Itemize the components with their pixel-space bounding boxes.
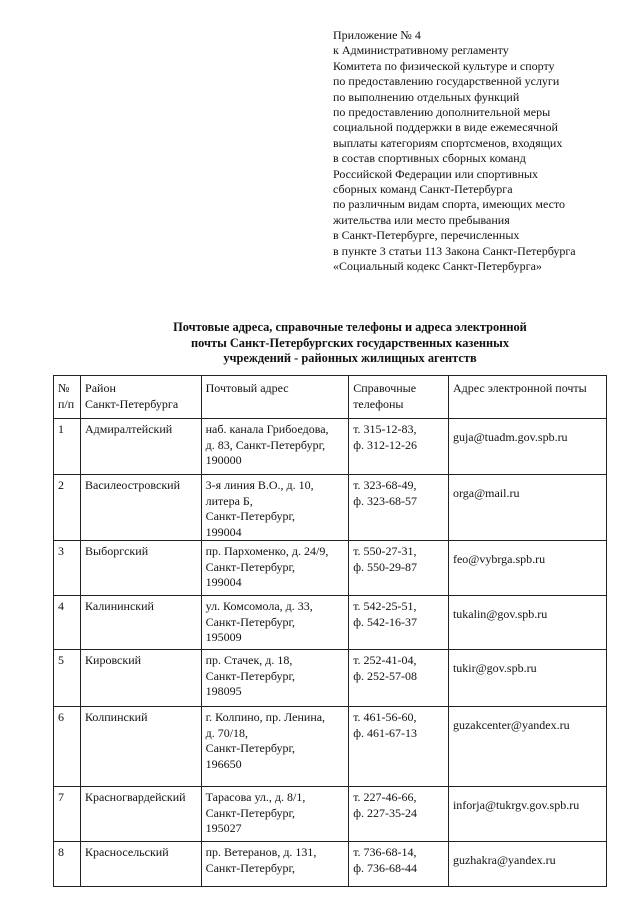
- table-row: [54, 541, 607, 596]
- address-cell: Тарасова ул., д. 8/1, Санкт-Петербург, 195027: [201, 787, 349, 842]
- email-cell: feo@vybrga.spb.ru: [448, 541, 606, 596]
- address-cell: пр. Пархоменко, д. 24/9, Санкт-Петербург, 199004: [201, 541, 349, 596]
- agencies-table: [53, 375, 607, 887]
- district-cell: Василеостровский: [81, 475, 202, 541]
- header-phones: Справочные телефоны: [349, 376, 449, 419]
- appendix-line: Российской Федерации или спортивных: [333, 166, 539, 181]
- title-line: Почтовые адреса, справочные телефоны и адреса электронной: [173, 320, 527, 334]
- appendix-line: сборных команд Санкт-Петербурга: [333, 182, 513, 197]
- phones-cell: т. 323-68-49, ф. 323-68-57: [349, 475, 449, 541]
- table-row: [54, 707, 607, 787]
- row-number: 7: [54, 787, 81, 842]
- phones-cell: т. 542-25-51, ф. 542-16-37: [349, 596, 449, 650]
- header-district: Район Санкт-Петербурга: [81, 376, 202, 419]
- appendix-line: по выполнению отдельных функций: [333, 89, 520, 104]
- title-line: учреждений - районных жилищных агентств: [223, 351, 477, 365]
- address-cell: г. Колпино, пр. Ленина, д. 70/18, Санкт-Петербург, 196650: [201, 707, 349, 787]
- appendix-line: в пункте 3 статьи 113 Закона Санкт-Петербурга: [333, 243, 576, 258]
- appendix-line: выплаты категориям спортсменов, входящих: [333, 135, 563, 150]
- document-title: [120, 320, 580, 367]
- address-cell: 3-я линия В.О., д. 10, литера Б, Санкт-Петербург, 199004: [201, 475, 349, 541]
- header-email: Адрес электронной почты: [448, 376, 606, 419]
- appendix-line: по различным видам спорта, имеющих место: [333, 197, 566, 212]
- email-cell: inforja@tukrgv.gov.spb.ru: [448, 787, 606, 842]
- email-cell: tukalin@gov.spb.ru: [448, 596, 606, 650]
- phones-cell: т. 227-46-66, ф. 227-35-24: [349, 787, 449, 842]
- title-line: почты Санкт-Петербургских государственных казенных: [190, 335, 510, 350]
- header-number: № п/п: [54, 376, 81, 419]
- district-cell: Адмиралтейский: [81, 419, 202, 475]
- address-cell: ул. Комсомола, д. 33, Санкт-Петербург, 195009: [201, 596, 349, 650]
- table-body: [54, 419, 607, 887]
- row-number: 5: [54, 650, 81, 707]
- table-row: [54, 842, 607, 887]
- district-cell: Красносельский: [81, 842, 202, 887]
- appendix-line: Приложение № 4: [333, 28, 421, 42]
- email-cell: guzakcenter@yandex.ru: [448, 707, 606, 787]
- district-cell: Калининский: [81, 596, 202, 650]
- table-row: [54, 475, 607, 541]
- appendix-header: [333, 28, 633, 275]
- district-cell: Кировский: [81, 650, 202, 707]
- district-cell: Красногвардейский: [81, 787, 202, 842]
- table-row: [54, 419, 607, 475]
- email-cell: guzhakra@yandex.ru: [448, 842, 606, 887]
- row-number: 8: [54, 842, 81, 887]
- appendix-line: в состав спортивных сборных команд: [333, 151, 526, 166]
- appendix-line: Комитета по физической культуре и спорту: [333, 58, 555, 73]
- appendix-line: «Социальный кодекс Санкт-Петербурга»: [333, 259, 542, 274]
- district-cell: Колпинский: [81, 707, 202, 787]
- header-address: Почтовый адрес: [201, 376, 349, 419]
- phones-cell: т. 461-56-60, ф. 461-67-13: [349, 707, 449, 787]
- table-row: [54, 650, 607, 707]
- district-cell: Выборгский: [81, 541, 202, 596]
- email-cell: orga@mail.ru: [448, 475, 606, 541]
- email-cell: guja@tuadm.gov.spb.ru: [448, 419, 606, 475]
- table-header-row: [54, 376, 607, 419]
- appendix-line: социальной поддержки в виде ежемесячной: [333, 120, 558, 135]
- row-number: 1: [54, 419, 81, 475]
- appendix-line: в Санкт-Петербурге, перечисленных: [333, 228, 520, 243]
- address-cell: наб. канала Грибоедова, д. 83, Санкт-Петербург, 190000: [201, 419, 349, 475]
- appendix-line: жительства или место пребывания: [333, 212, 510, 227]
- row-number: 3: [54, 541, 81, 596]
- row-number: 2: [54, 475, 81, 541]
- appendix-line: к Административному регламенту: [333, 43, 509, 58]
- row-number: 4: [54, 596, 81, 650]
- appendix-line: по предоставлению дополнительной меры: [333, 105, 551, 120]
- table-header: [54, 376, 607, 419]
- address-cell: пр. Ветеранов, д. 131, Санкт-Петербург,: [201, 842, 349, 887]
- email-cell: tukir@gov.spb.ru: [448, 650, 606, 707]
- row-number: 6: [54, 707, 81, 787]
- table-row: [54, 596, 607, 650]
- phones-cell: т. 736-68-14, ф. 736-68-44: [349, 842, 449, 887]
- table-row: [54, 787, 607, 842]
- appendix-line: по предоставлению государственной услуги: [333, 74, 560, 89]
- address-cell: пр. Стачек, д. 18, Санкт-Петербург, 198095: [201, 650, 349, 707]
- phones-cell: т. 550-27-31, ф. 550-29-87: [349, 541, 449, 596]
- phones-cell: т. 315-12-83, ф. 312-12-26: [349, 419, 449, 475]
- phones-cell: т. 252-41-04, ф. 252-57-08: [349, 650, 449, 707]
